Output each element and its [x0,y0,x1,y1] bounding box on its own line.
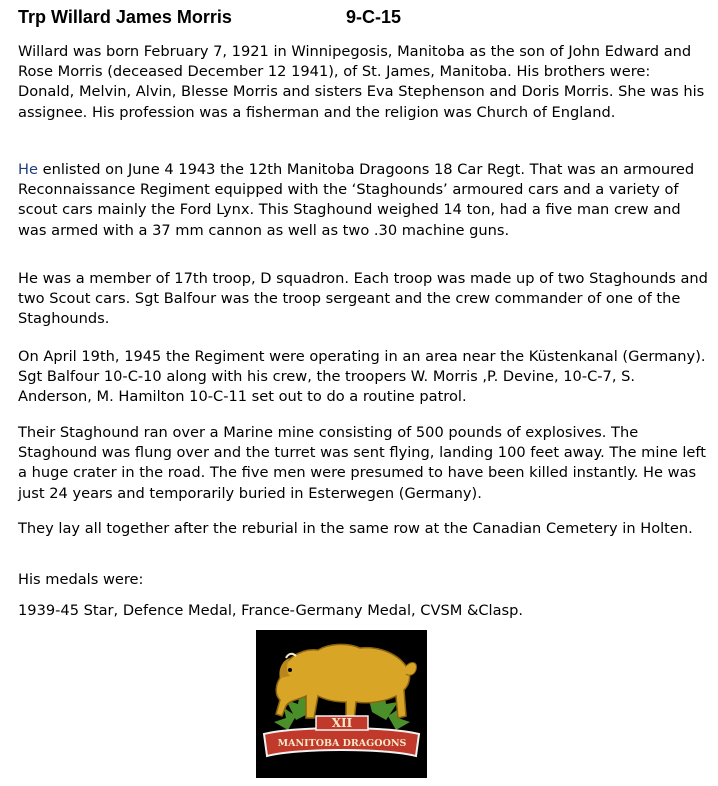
paragraph-troop: He was a member of 17th troop, D squadron. Each troop was made up of two Staghounds and two Scout cars. Sgt Balfour was the troop sergeant and the crew commander of one of the Staghounds. [18,270,708,328]
paragraph-birth: Willard was born February 7, 1921 in Winnipegosis, Manitoba as the son of John Edward and Rose Morris (deceased December 12 1941), of St. James, Manitoba. His brothers were: Donald, Melvin, Alvin, Blesse Morris and sisters Eva Stephenson and Doris Morris. She was his assignee. His profession was a fisherman and the religion was Church of England. [18,43,705,121]
badge-scroll-text: MANITOBA DRAGOONS [277,738,407,749]
paragraph-medals-heading: His medals were: [18,571,144,588]
badge-numeral: XII [331,716,353,730]
paragraph-medals-list: 1939-45 Star, Defence Medal, France-Germany Medal, CVSM &Clasp. [18,602,524,619]
soldier-name: Trp Willard James Morris [18,7,232,27]
paragraph-enlistment [18,160,710,241]
regiment-badge-image [256,630,427,778]
paragraph-enlistment-text: enlisted on June 4 1943 the 12th Manitoba Dragoons 18 Car Regt. That was an armoured Reconnaissance Regiment equipped with the ‘Staghounds’ armoured cars and a variety of scout cars mainly the Ford Lynx. This Staghound weighed 14 ton, had a five man crew and was armed with a 37 mm cannon as well as two .30 machine guns. [18,161,695,239]
paragraph-first-word: He [18,161,38,178]
paragraph-mine: Their Staghound ran over a Marine mine consisting of 500 pounds of explosives. The Staghound was flung over and the turret was sent flying, landing 100 feet away. The mine left a huge crater in the road. The five men were presumed to have been killed instantly. He was just 24 years and temporarily buried in Esterwegen (Germany). [18,424,706,502]
paragraph-april-19: On April 19th, 1945 the Regiment were operating in an area near the Küstenkanal (Germany). Sgt Balfour 10-C-10 along with his crew, the troopers W. Morris ,P. Devine, 10-C-7, S. Anderson, M. Hamilton 10-C-11 set out to do a routine patrol. [18,348,706,406]
grave-reference: 9-C-15 [346,7,402,27]
paragraph-reburial: They lay all together after the reburial in the same row at the Canadian Cemetery in Holten. [18,520,693,537]
bison-badge-icon [256,630,427,778]
